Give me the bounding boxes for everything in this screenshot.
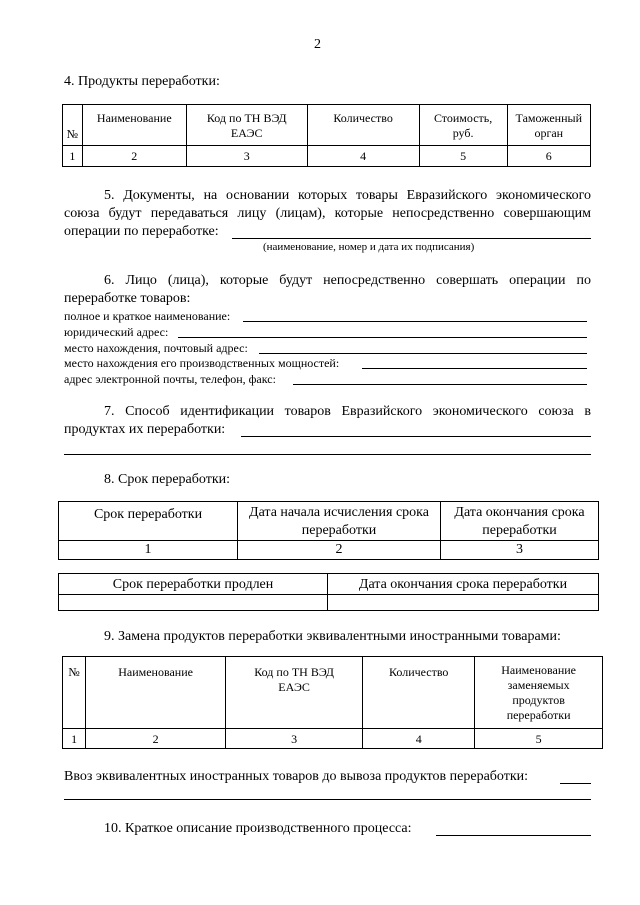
section-5-line-2: союза будут передаваться лицу (лицам), которые непосредственно совершающим	[64, 206, 591, 221]
section-4-title: 4. Продукты переработки:	[64, 74, 220, 89]
col-num-1: 1	[63, 146, 83, 167]
page-number: 2	[314, 37, 321, 52]
th-rep-name: Наименование	[86, 657, 226, 729]
th-rep-code: Код по ТН ВЭД ЕАЭС	[226, 657, 363, 729]
processing-products-table	[62, 104, 591, 167]
field-production-address[interactable]	[362, 368, 587, 369]
section-9-title: 9. Замена продуктов переработки эквивалентными иностранными товарами:	[104, 629, 561, 644]
field-label-postal-address: место нахождения, почтовый адрес:	[64, 341, 248, 355]
th-extended: Срок переработки продлен	[59, 574, 328, 595]
import-field-2[interactable]	[64, 799, 591, 800]
th-end-date: Дата окончания срока переработки	[441, 502, 599, 541]
section-8-title: 8. Срок переработки:	[104, 472, 231, 487]
col-num-3: 3	[186, 146, 307, 167]
th-start-date: Дата начала исчисления срока переработки	[238, 502, 441, 541]
th-period: Срок переработки	[59, 502, 238, 541]
field-label-production-address: место нахождения его производственных мощностей:	[64, 356, 340, 370]
section-5-line-1: 5. Документы, на основании которых товары Евразийского экономического	[104, 188, 591, 203]
col-num-4: 4	[307, 146, 419, 167]
section-7-line-2: продуктах их переработки:	[64, 422, 226, 437]
th-number: №	[63, 105, 83, 146]
section-10-title: 10. Краткое описание производственного процесса:	[104, 821, 412, 836]
import-text: Ввоз эквивалентных иностранных товаров до вывоза продуктов переработки:	[64, 769, 529, 784]
process-description-field[interactable]	[436, 835, 591, 836]
th-extended-end-date: Дата окончания срока переработки	[328, 574, 599, 595]
th-code: Код по ТН ВЭД ЕАЭС	[186, 105, 307, 146]
field-label-legal-address: юридический адрес:	[64, 325, 169, 339]
rep-num-2: 2	[86, 729, 226, 749]
replacement-table	[62, 656, 603, 749]
th-quantity: Количество	[307, 105, 419, 146]
extended-cell[interactable]	[59, 595, 328, 611]
rep-num-1: 1	[63, 729, 86, 749]
section-5-line-3: операции по переработке:	[64, 224, 219, 239]
th-name: Наименование	[82, 105, 186, 146]
rep-num-3: 3	[226, 729, 363, 749]
field-postal-address[interactable]	[259, 353, 587, 354]
period-num-2: 2	[238, 541, 441, 560]
section-6-line-1: 6. Лицо (лица), которые будут непосредственно совершать операции по	[104, 273, 591, 288]
period-extension-table	[58, 573, 599, 611]
field-full-name[interactable]	[243, 321, 587, 322]
th-rep-replaced: Наименование заменяемых продуктов переработки	[475, 657, 603, 729]
field-label-contacts: адрес электронной почты, телефон, факс:	[64, 372, 276, 386]
section-6-line-2: переработке товаров:	[64, 291, 191, 306]
field-contacts[interactable]	[293, 384, 587, 385]
th-cost: Стоимость, руб.	[419, 105, 507, 146]
field-legal-address[interactable]	[178, 337, 587, 338]
identification-field-2[interactable]	[64, 454, 591, 455]
col-num-2: 2	[82, 146, 186, 167]
processing-period-table	[58, 501, 599, 560]
identification-field[interactable]	[241, 436, 591, 437]
rep-num-4: 4	[363, 729, 475, 749]
section-7-line-1: 7. Способ идентификации товаров Евразийского экономического союза в	[104, 404, 591, 419]
documents-field[interactable]	[232, 238, 591, 239]
rep-num-5: 5	[475, 729, 603, 749]
th-customs: Таможенный орган	[507, 105, 590, 146]
col-num-5: 5	[419, 146, 507, 167]
period-num-1: 1	[59, 541, 238, 560]
th-rep-quantity: Количество	[363, 657, 475, 729]
import-field[interactable]	[560, 783, 591, 784]
extended-end-date-cell[interactable]	[328, 595, 599, 611]
period-num-3: 3	[441, 541, 599, 560]
col-num-6: 6	[507, 146, 590, 167]
field-label-full-name: полное и краткое наименование:	[64, 309, 231, 323]
documents-caption: (наименование, номер и дата их подписания)	[263, 241, 475, 253]
th-rep-number: №	[63, 657, 86, 729]
